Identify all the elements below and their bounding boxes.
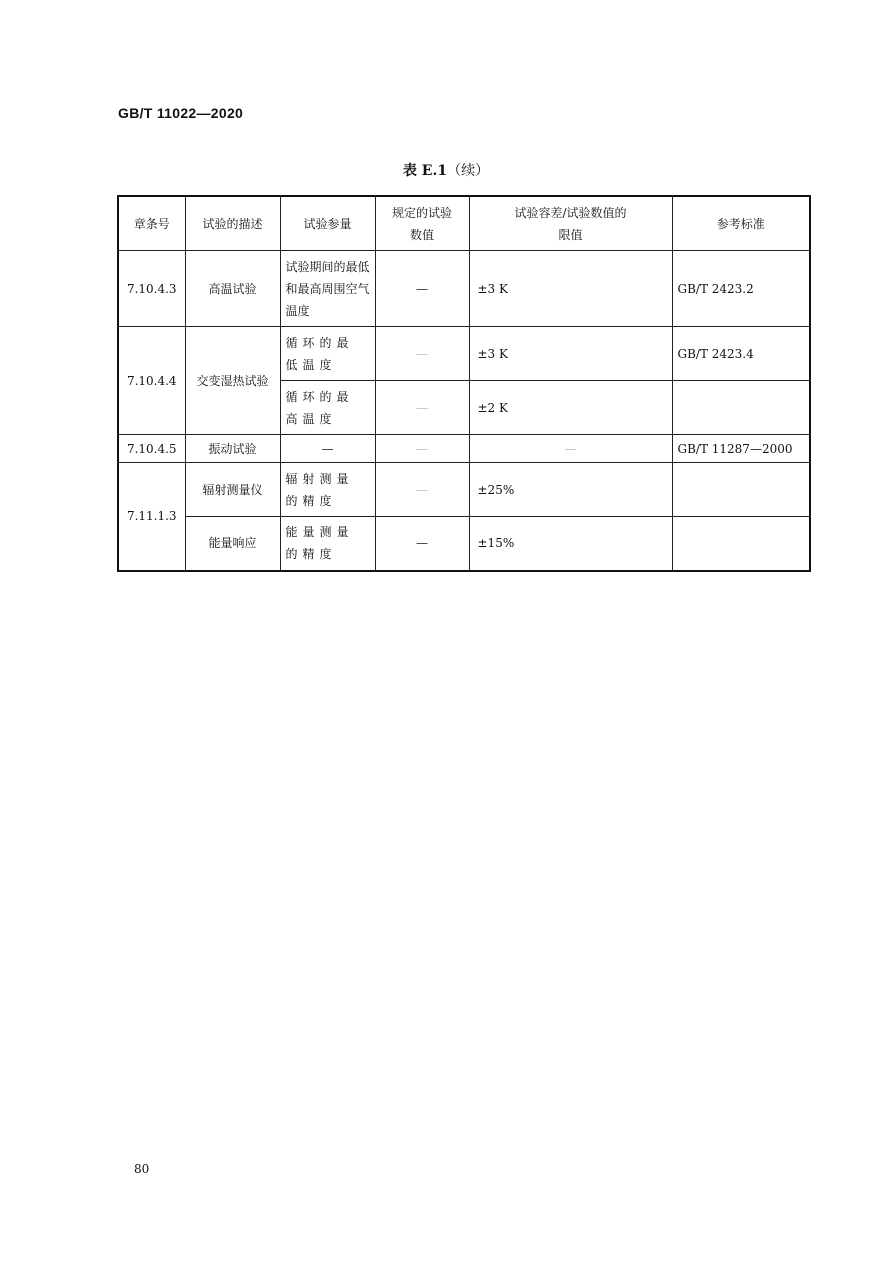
tolerance-cell: ±15%: [469, 517, 672, 571]
tolerance-cell: ±2 K: [469, 381, 672, 435]
header-clause: 章条号: [118, 196, 185, 251]
description-cell: 能量响应: [185, 517, 280, 571]
table-row: [118, 251, 810, 327]
spec-table: [117, 195, 811, 572]
parameter-cell: 辐射测量的精度: [280, 463, 375, 517]
header-parameter: 试验参量: [280, 196, 375, 251]
reference-cell: [672, 517, 810, 571]
table-caption: [0, 160, 892, 180]
value-cell: —: [375, 381, 469, 435]
table-row: [118, 327, 810, 381]
caption-suffix: （续）: [447, 163, 490, 179]
value-cell: —: [375, 327, 469, 381]
parameter-cell: 能量测量的精度: [280, 517, 375, 571]
page-number: 80: [134, 1162, 150, 1176]
document-code: GB/T 11022—2020: [118, 105, 244, 121]
reference-cell: [672, 381, 810, 435]
value-cell: —: [375, 435, 469, 463]
parameter-cell: 循环的最高温度: [280, 381, 375, 435]
description-cell: 振动试验: [185, 435, 280, 463]
clause-cell: 7.10.4.4: [118, 327, 185, 435]
header-tolerance: 试验容差/试验数值的限值: [469, 196, 672, 251]
tolerance-cell: —: [469, 435, 672, 463]
description-cell: 高温试验: [185, 251, 280, 327]
parameter-cell: 循环的最低温度: [280, 327, 375, 381]
reference-cell: [672, 463, 810, 517]
tolerance-cell: ±3 K: [469, 327, 672, 381]
value-cell: —: [375, 251, 469, 327]
caption-label: 表 E.1: [402, 163, 448, 179]
table-row: [118, 435, 810, 463]
tolerance-cell: ±25%: [469, 463, 672, 517]
value-cell: —: [375, 463, 469, 517]
table-row: [118, 517, 810, 571]
reference-cell: GB/T 2423.4: [672, 327, 810, 381]
clause-cell: 7.10.4.3: [118, 251, 185, 327]
header-specified-value: 规定的试验数值: [375, 196, 469, 251]
reference-cell: GB/T 11287—2000: [672, 435, 810, 463]
header-reference: 参考标准: [672, 196, 810, 251]
reference-cell: GB/T 2423.2: [672, 251, 810, 327]
parameter-cell: 试验期间的最低和最高周围空气温度: [280, 251, 375, 327]
table-row: [118, 463, 810, 517]
value-cell: —: [375, 517, 469, 571]
description-cell: 辐射测量仪: [185, 463, 280, 517]
description-cell: 交变湿热试验: [185, 327, 280, 435]
header-description: 试验的描述: [185, 196, 280, 251]
clause-cell: 7.11.1.3: [118, 463, 185, 571]
parameter-cell: —: [280, 435, 375, 463]
tolerance-cell: ±3 K: [469, 251, 672, 327]
clause-cell: 7.10.4.5: [118, 435, 185, 463]
table-header-row: [118, 196, 810, 251]
